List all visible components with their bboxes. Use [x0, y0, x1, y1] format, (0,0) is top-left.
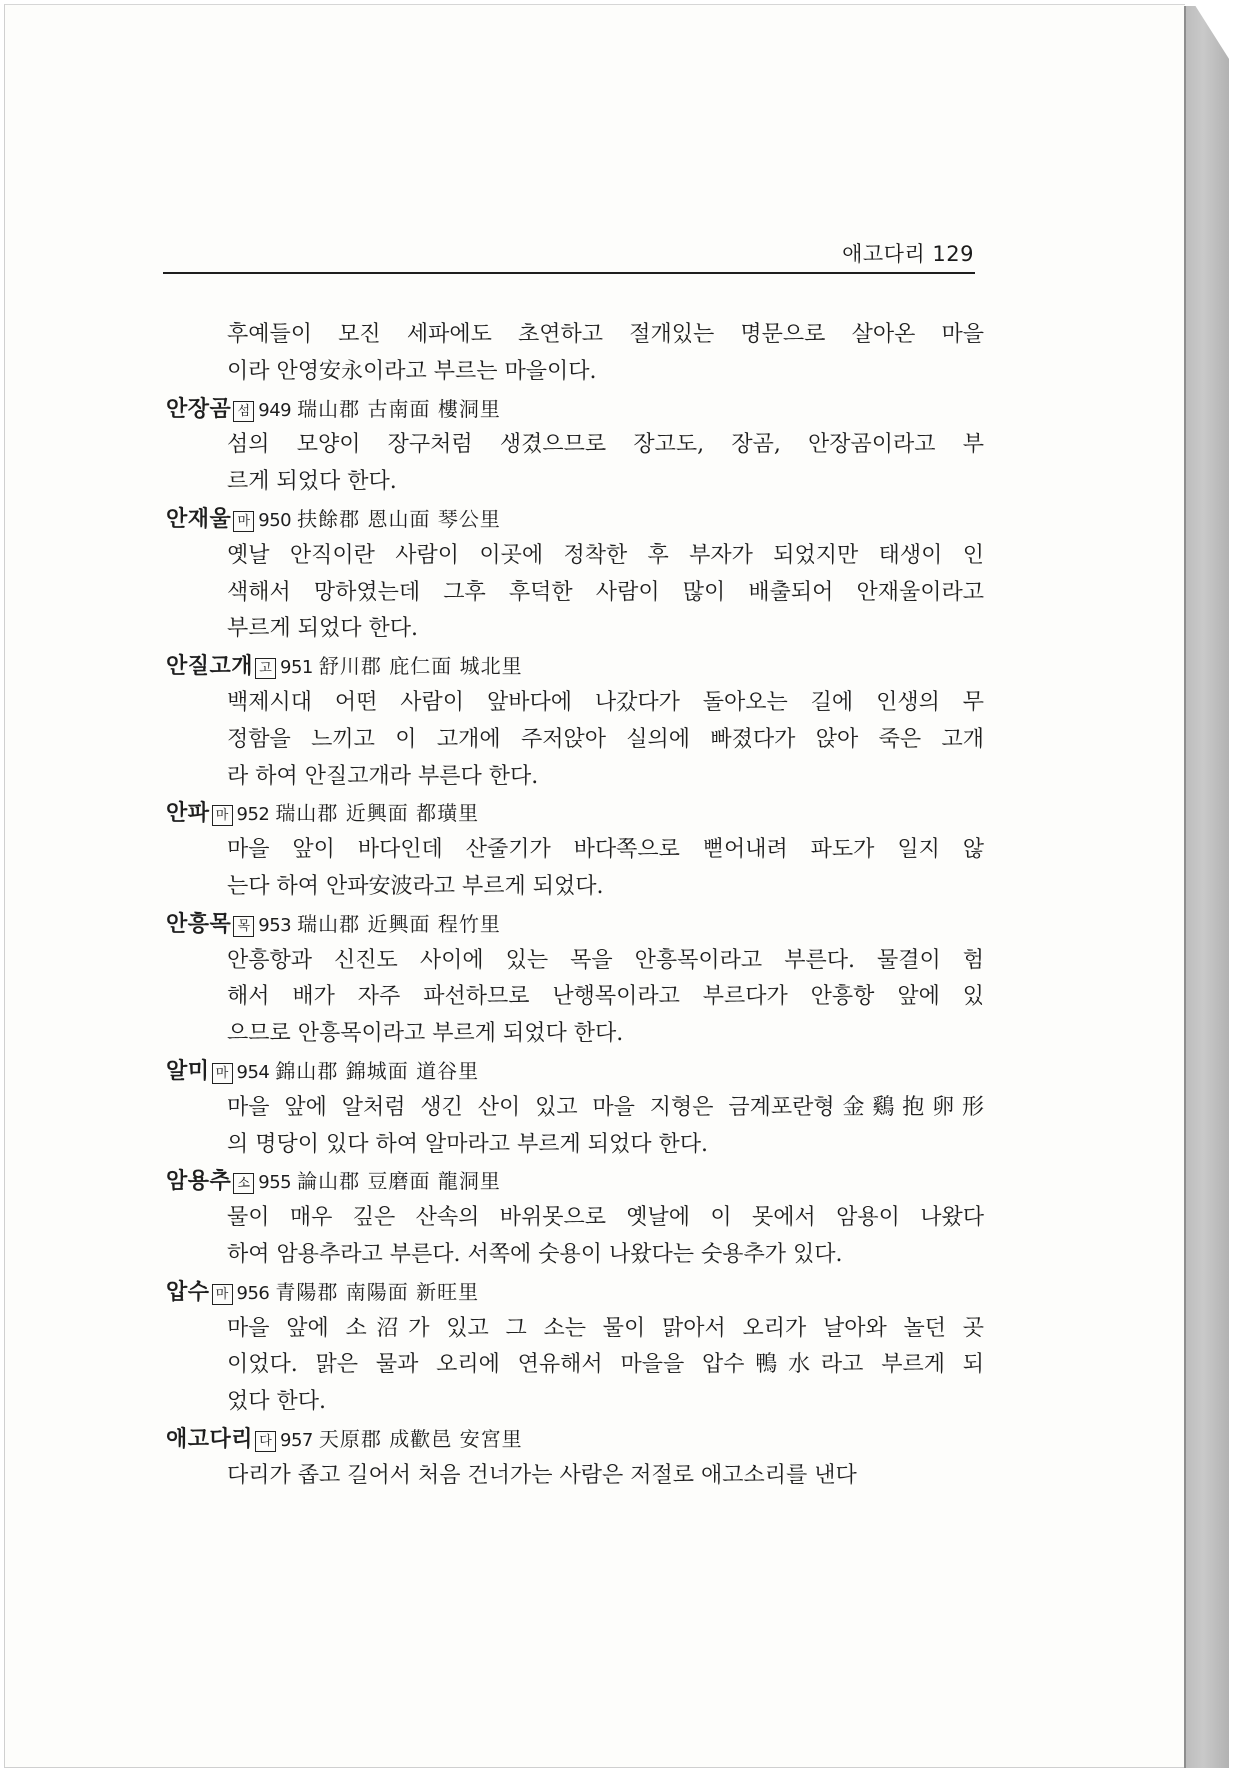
entry-text-line: 르게 되었다 한다. [227, 469, 397, 495]
entry-number: 950 [258, 510, 292, 531]
entry-type-tag: 마 [233, 511, 254, 532]
entry-heading [166, 1275, 986, 1311]
entry-text-line: 마을 앞이 바다인데 산줄기가 바다쪽으로 뻗어내려 파도가 일지 않 [227, 837, 984, 863]
entry-number: 951 [280, 657, 313, 679]
entry-location: 天原郡 成歡邑 安宮里 [318, 1427, 523, 1451]
running-header: 애고다리 129 [842, 242, 974, 266]
entry-text-line: 부르게 되었다 한다. [227, 616, 418, 642]
entry-type-tag: 마 [212, 1063, 233, 1084]
entry-headword: 압수 [166, 1279, 210, 1305]
entry-headword: 안질고개 [166, 654, 254, 680]
entry-headword: 안재울 [166, 507, 232, 532]
entry-type-tag: 마 [212, 1284, 233, 1305]
entry-heading [166, 1164, 986, 1200]
entry-location: 青陽郡 南陽面 新旺里 [275, 1279, 480, 1304]
entry-text-line: 이었다. 맑은 물과 오리에 연유해서 마을을 압수鴨水라고 부르게 되 [227, 1352, 984, 1378]
entry-heading [166, 1054, 986, 1090]
entry-number: 953 [258, 914, 292, 936]
entry-heading [166, 502, 986, 538]
entry-heading [166, 796, 986, 832]
entry-location: 論山郡 豆磨面 龍洞里 [297, 1169, 501, 1194]
entry-number: 956 [236, 1282, 270, 1304]
entry-location: 瑞山郡 古南面 樓洞里 [297, 396, 501, 421]
entry-number: 955 [258, 1172, 292, 1194]
entry-type-tag: 소 [233, 1173, 254, 1194]
entry-type-tag: 다 [255, 1431, 276, 1452]
entry-type-tag: 섬 [233, 401, 254, 422]
entry-number: 949 [258, 399, 292, 421]
entry-location: 瑞山郡 近興面 都璜里 [275, 801, 480, 826]
entry-headword: 안파 [166, 801, 210, 827]
entry-headword: 애고다리 [166, 1427, 254, 1452]
entry-location: 舒川郡 庇仁面 城北里 [318, 654, 523, 679]
entry-text-line: 물이 매우 깊은 산속의 바위못으로 옛날에 이 못에서 암용이 나왔다 [227, 1205, 984, 1231]
entry-type-tag: 마 [212, 805, 233, 826]
entry-text-line: 라 하여 안질고개라 부른다 한다. [227, 763, 539, 789]
entry-location: 瑞山郡 近興面 程竹里 [297, 911, 501, 936]
entry-number: 954 [236, 1062, 270, 1083]
header-rule [163, 272, 975, 274]
entry-text-line: 다리가 좁고 길어서 처음 건너가는 사람은 저절로 애고소리를 낸다 [227, 1462, 857, 1488]
entry-text-line: 마을 앞에 소沼가 있고 그 소는 물이 맑아서 오리가 날아와 놀던 곳 [227, 1315, 984, 1341]
entry-text-line: 는다 하여 안파安波라고 부르게 되었다. [227, 874, 604, 899]
entry-text-line: 의 명당이 있다 하여 알마라고 부르게 되었다 한다. [227, 1131, 708, 1157]
entry-type-tag: 고 [255, 658, 276, 679]
entry-headword: 안흥목 [166, 911, 232, 937]
entry-location: 錦山郡 錦城面 道谷里 [275, 1059, 480, 1083]
entry-headword: 안장곰 [166, 396, 232, 422]
entry-text-line: 정함을 느끼고 이 고개에 주저앉아 실의에 빠졌다가 앉아 죽은 고개 [227, 726, 984, 752]
page-stack-edge [1186, 6, 1229, 1768]
entry-text-line: 색해서 망하였는데 그후 후덕한 사람이 많이 배출되어 안재울이라고 [227, 579, 984, 605]
entry-text-line: 후예들이 모진 세파에도 초연하고 절개있는 명문으로 살아온 마을 [227, 322, 984, 347]
entry-text-line: 이라 안영安永이라고 부르는 마을이다. [227, 358, 597, 384]
entry-heading [166, 1422, 986, 1458]
entry-type-tag: 목 [233, 916, 254, 937]
entry-location: 扶餘郡 恩山面 琴公里 [297, 507, 501, 531]
entry-text-line: 섬의 모양이 장구처럼 생겼으므로 장고도, 장곰, 안장곰이라고 부 [227, 432, 984, 458]
entry-headword: 알미 [166, 1059, 210, 1084]
entry-text-line: 백제시대 어떤 사람이 앞바다에 나갔다가 돌아오는 길에 인생의 무 [227, 690, 984, 715]
entry-number: 952 [236, 804, 270, 826]
entry-text-line: 었다 한다. [227, 1389, 326, 1415]
entry-text-line: 하여 암용추라고 부른다. 서쪽에 숫용이 나왔다는 숫용추가 있다. [227, 1242, 843, 1267]
entry-number: 957 [280, 1430, 313, 1451]
entry-text-line: 안흥항과 신진도 사이에 있는 목을 안흥목이라고 부른다. 물결이 험 [227, 947, 984, 973]
entry-text-line: 마을 앞에 알처럼 생긴 산이 있고 마을 지형은 금계포란형金鷄抱卵形 [227, 1094, 984, 1120]
entry-text-line: 으므로 안흥목이라고 부르게 되었다 한다. [227, 1021, 624, 1047]
entry-text-line: 해서 배가 자주 파선하므로 난행목이라고 부르다가 안흥항 앞에 있 [227, 984, 984, 1010]
entry-heading [166, 907, 986, 943]
entry-heading [166, 392, 986, 428]
entry-text-line: 옛날 안직이란 사람이 이곳에 정착한 후 부자가 되었지만 태생이 인 [227, 542, 984, 568]
entry-headword: 암용추 [166, 1169, 232, 1195]
entry-heading [166, 649, 986, 685]
